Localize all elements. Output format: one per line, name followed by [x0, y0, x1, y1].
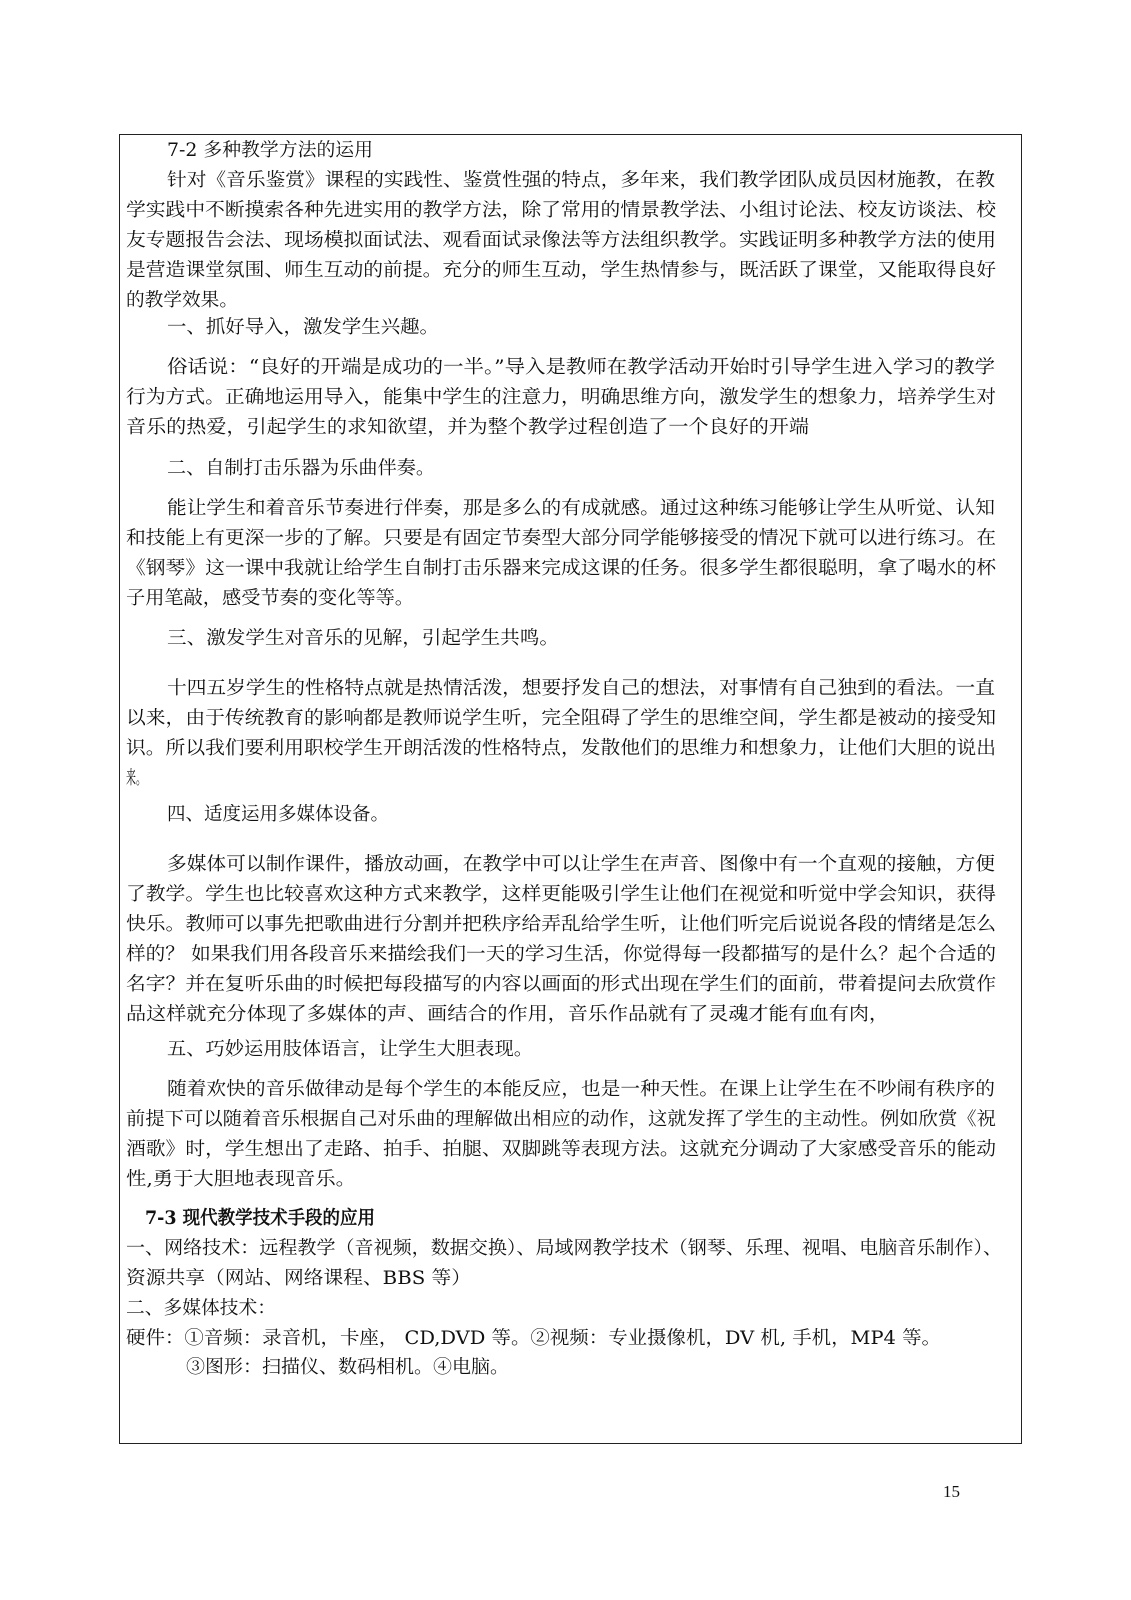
paragraph-line: 子用笔敲，感受节奏的变化等等。 — [126, 588, 415, 609]
paragraph-line: 快乐。教师可以事先把歌曲进行分割并把秩序给弄乱给学生听，让他们听完后说说各段的情绪是怎么 — [126, 914, 997, 935]
paragraph-line: 是营造课堂氛围、师生互动的前提。充分的师生互动，学生热情参与，既活跃了课堂，又能取得良好 — [126, 260, 997, 281]
paragraph-line: 能让学生和着音乐节奏进行伴奏，那是多么的有成就感。通过这种练习能够让学生从听觉、认知 — [167, 498, 995, 519]
paragraph-line: 识。所以我们要利用职校学生开朗活泼的性格特点，发散他们的思维力和想象力，让他们大胆的说出 — [126, 738, 997, 759]
paragraph-line: 和技能上有更深一步的了解。只要是有固定节奏型大部分同学能够接受的情况下就可以进行练习。在 — [126, 528, 997, 549]
page-number: 15 — [943, 1482, 960, 1501]
paragraph-line: ③图形：扫描仪、数码相机。④电脑。 — [186, 1357, 510, 1378]
paragraph-line: 音乐的热爱，引起学生的求知欲望，并为整个教学过程创造了一个良好的开端 — [126, 417, 809, 438]
subheading-3: 三、激发学生对音乐的见解，引起学生共鸣。 — [167, 628, 559, 649]
paragraph-line: 酒歌》时，学生想出了走路、拍手、拍腿、双脚跳等表现方法。这就充分调动了大家感受音乐的能动 — [126, 1139, 997, 1160]
paragraph-line: 针对《音乐鉴赏》课程的实践性、鉴赏性强的特点，多年来，我们教学团队成员因材施教，在教 — [167, 170, 995, 191]
paragraph-line: 前提下可以随着音乐根据自己对乐曲的理解做出相应的动作，这就发挥了学生的主动性。例如欣赏《祝 — [126, 1109, 996, 1130]
subheading-4: 四、适度运用多媒体设备。 — [167, 804, 389, 825]
paragraph-line: 性,勇于大胆地表现音乐。 — [126, 1169, 356, 1190]
paragraph-line: 友专题报告会法、现场模拟面试法、观看面试录像法等方法组织教学。实践证明多种教学方法的使用 — [126, 230, 997, 251]
subheading-5: 五、巧妙运用肢体语言，让学生大胆表现。 — [167, 1039, 533, 1060]
paragraph-line: 品这样就充分体现了多媒体的声、画结合的作用，音乐作品就有了灵魂才能有血有肉， — [126, 1004, 889, 1025]
paragraph-line: 多媒体可以制作课件，播放动画，在教学中可以让学生在声音、图像中有一个直观的接触，方便 — [167, 854, 995, 875]
paragraph-line: 《钢琴》这一课中我就让给学生自制打击乐器来完成这课的任务。很多学生都很聪明，拿了喝水的杯 — [126, 558, 997, 579]
paragraph-line: 名字？并在复听乐曲的时候把每段描写的内容以画面的形式出现在学生们的面前，带着提问去欣赏作 — [126, 974, 997, 995]
paragraph-line: 样的？ 如果我们用各段音乐来描绘我们一天的学习生活，你觉得每一段都描写的是什么？起个合适的 — [126, 944, 996, 965]
paragraph-line: 资源共享（网站、网络课程、BBS 等） — [126, 1268, 472, 1289]
paragraph-line: 十四五岁学生的性格特点就是热情活泼，想要抒发自己的想法，对事情有自己独到的看法。一直 — [167, 678, 995, 699]
subheading-2: 二、自制打击乐器为乐曲伴奏。 — [167, 458, 436, 479]
subheading-1: 一、抓好导入，激发学生兴趣。 — [167, 317, 439, 338]
section-heading-7-3: 7-3 现代教学技术手段的应用 — [145, 1208, 375, 1229]
paragraph-line: 以来，由于传统教育的影响都是教师说学生听，完全阻碍了学生的思维空间，学生都是被动的接受知 — [126, 708, 997, 729]
paragraph-line: 的教学效果。 — [126, 290, 239, 311]
paragraph-line: 了教学。学生也比较喜欢这种方式来教学，这样更能吸引学生让他们在视觉和听觉中学会知识，获得 — [126, 884, 997, 905]
paragraph-line: 二、多媒体技术： — [126, 1298, 276, 1319]
section-heading-7-2: 7-2 多种教学方法的运用 — [167, 140, 374, 161]
paragraph-line: 硬件：①音频：录音机，卡座， CD,DVD 等。②视频：专业摄像机，DV 机, 手机，MP4 等。 — [126, 1328, 942, 1349]
paragraph-line: 来。 — [126, 768, 146, 789]
paragraph-line: 学实践中不断摸索各种先进实用的教学方法，除了常用的情景教学法、小组讨论法、校友访谈法、校 — [126, 200, 997, 221]
paragraph-line: 行为方式。正确地运用导入，能集中学生的注意力，明确思维方向，激发学生的想象力，培养学生对 — [126, 387, 997, 408]
paragraph-line: 俗话说：“良好的开端是成功的一半。”导入是教师在教学活动开始时引导学生进入学习的教学 — [167, 357, 996, 378]
paragraph-line: 随着欢快的音乐做律动是每个学生的本能反应，也是一种天性。在课上让学生在不吵闹有秩序的 — [167, 1079, 995, 1100]
paragraph-line: 一、网络技术：远程教学（音视频，数据交换）、局域网教学技术（钢琴、乐理、视唱、电脑音乐制作）、 — [126, 1238, 1003, 1259]
